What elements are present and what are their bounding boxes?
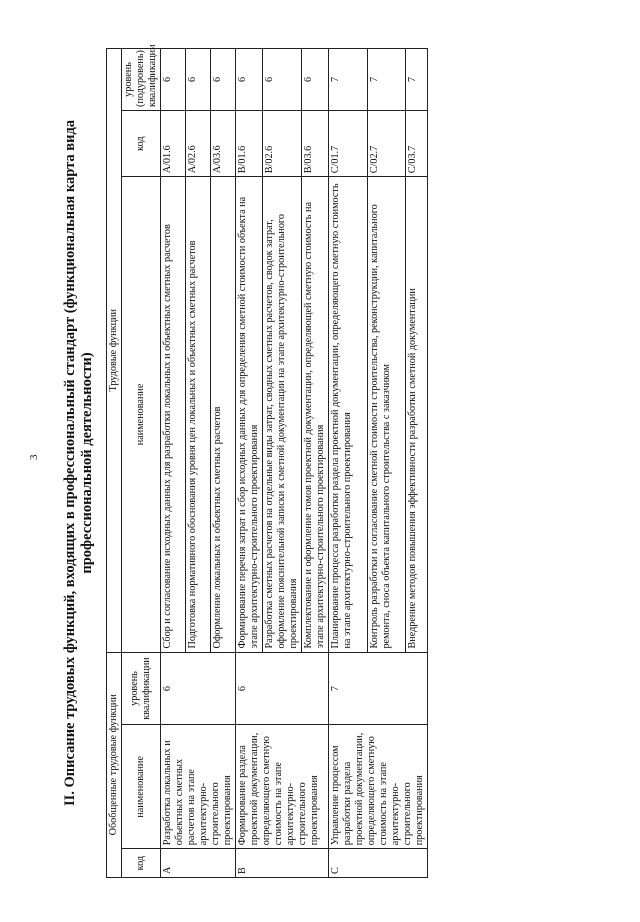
header-level-sub: уровень (подуровень) квалификации [122, 49, 161, 111]
function-code: A/02.6 [186, 110, 211, 176]
function-level: 7 [329, 49, 368, 111]
header-function-code: код [122, 110, 161, 176]
table-row [329, 49, 368, 878]
function-name: Формирование перечня затрат и сбор исходных данных для определения сметной стоимости объекта на этапе архитектурно-строительного проектирования [236, 177, 263, 652]
function-name: Планирование процесса разработки раздела проектной документации, определяющего сметную стоимость на этапе архитектурно-строительного проектирования [329, 177, 368, 652]
function-level: 7 [367, 49, 406, 111]
title-line-1: II. Описание трудовых функций, входящих в профессиональный стандарт (функциональная карта вида [62, 119, 78, 807]
function-code: B/03.6 [302, 110, 329, 176]
group-level: 7 [329, 652, 428, 725]
rotated-content [62, 44, 602, 878]
function-level: 6 [302, 49, 329, 111]
header-function-name: наименование [122, 177, 161, 652]
group-code: C [329, 849, 428, 878]
table-row [161, 49, 186, 878]
header-generalized: Обобщенные трудовые функции [107, 652, 122, 877]
header-code: код [122, 849, 161, 878]
function-name: Оформление локальных и объектных сметных расчетов [211, 177, 236, 652]
group-level: 6 [161, 652, 236, 725]
function-code: A/01.6 [161, 110, 186, 176]
function-name: Контроль разработки и согласование сметной стоимости строительства, реконструкции, капитального ремонта, сноса объекта капитального строительства с заказчиком [367, 177, 406, 652]
group-code: A [161, 849, 236, 878]
section-title [62, 48, 96, 878]
group-name: Разработка локальных и объектных сметных расчетов на этапе архитектурно-строительного проектирования [161, 725, 236, 849]
function-level: 6 [186, 49, 211, 111]
function-name: Внедрение методов повышения эффективности разработки сметной документации [406, 177, 428, 652]
table-body [161, 49, 428, 878]
group-name: Управление процессом разработки раздела проектной документации, определяющего сметную стоимость на этапе архитектурно-строительного проектирования [329, 725, 428, 849]
function-level: 6 [211, 49, 236, 111]
function-code: C/03.7 [406, 110, 428, 176]
function-name: Подготовка нормативного обоснования уровня цен локальных и объектных сметных расчетов [186, 177, 211, 652]
header-labor: Трудовые функции [107, 49, 122, 653]
function-level: 6 [236, 49, 263, 111]
function-code: B/01.6 [236, 110, 263, 176]
group-name: Формирование раздела проектной документации, определяющего сметную стоимость на этапе архитектурно-строительного проектирования [236, 725, 329, 849]
function-code: A/03.6 [211, 110, 236, 176]
header-name: наименование [122, 725, 161, 849]
function-level: 6 [263, 49, 302, 111]
function-name: Комплектование и оформление томов проектной документации, определяющей сметную стоимость на этапе архитектурно-строительного проектирования [302, 177, 329, 652]
function-name: Сбор и согласование исходных данных для разработки локальных и объектных сметных расчетов [161, 177, 186, 652]
function-code: B/02.6 [263, 110, 302, 176]
title-line-2: профессиональной деятельности) [79, 352, 95, 574]
function-name: Разработка сметных расчетов на отдельные виды затрат, сводных сметных расчетов, сводок затрат, оформление пояснительной записки к сметной документации на этапе архитектурно-строительного проектирования [263, 177, 302, 652]
header-level: уровень квалификации [122, 652, 161, 725]
function-level: 6 [161, 49, 186, 111]
page-number: 3 [28, 454, 40, 460]
function-level: 7 [406, 49, 428, 111]
functional-map-table [106, 44, 428, 878]
group-code: B [236, 849, 329, 878]
function-code: C/02.7 [367, 110, 406, 176]
group-level: 6 [236, 652, 329, 725]
table-row [236, 49, 263, 878]
function-code: C/01.7 [329, 110, 368, 176]
